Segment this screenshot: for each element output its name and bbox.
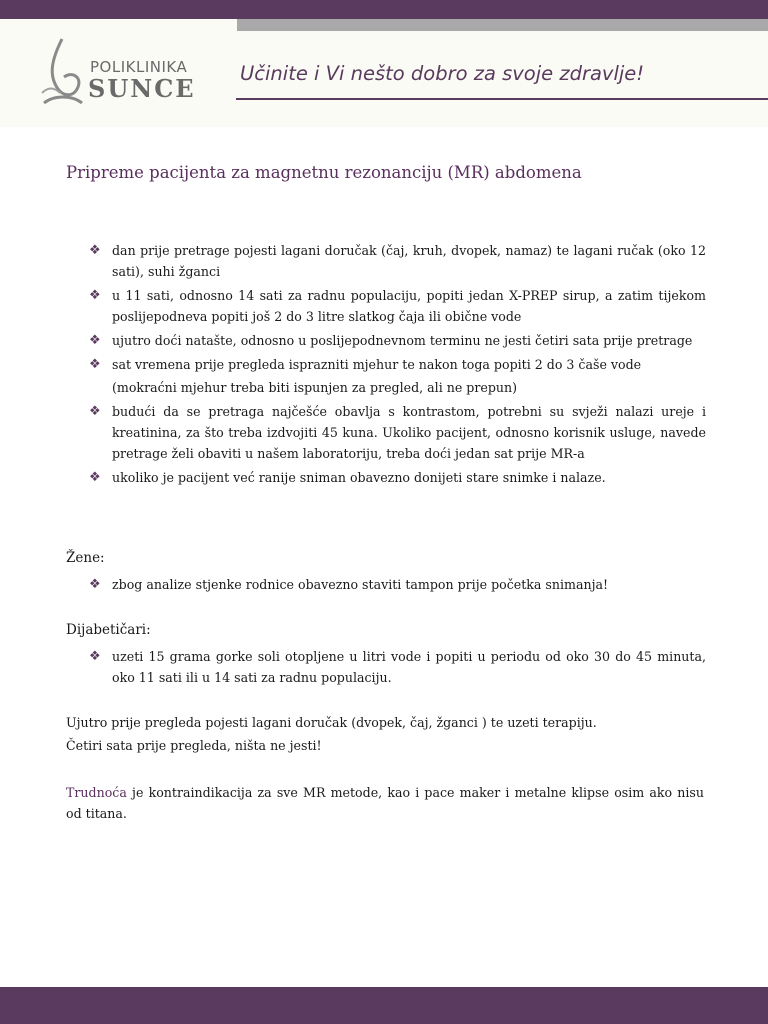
diamond-bullet-icon: ❖ xyxy=(89,333,101,348)
diabetics-list xyxy=(66,646,706,688)
diamond-bullet-icon: ❖ xyxy=(89,470,101,485)
diamond-bullet-icon: ❖ xyxy=(89,649,101,664)
pregnancy-text: je kontraindikacija za sve MR metode, kao i pace maker i metalne klipse osim ako nisu od titana. xyxy=(66,785,704,821)
tagline: Učinite i Vi nešto dobro za svoje zdravlje! xyxy=(240,62,645,85)
list-item: ❖ ujutro doći natašte, odnosno u poslijepodnevnom terminu ne jesti četiri sata prije pretrage xyxy=(66,330,706,351)
page-title: Pripreme pacijenta za magnetnu rezonanciju (MR) abdomena xyxy=(66,163,582,182)
diabetics-heading: Dijabetičari: xyxy=(66,622,151,638)
sunce-logo-icon xyxy=(38,37,86,111)
list-item-continuation: (mokraćni mjehur treba biti ispunjen za pregled, ali ne prepun) xyxy=(112,380,518,395)
list-item: ❖ ukoliko je pacijent već ranije sniman obavezno donijeti stare snimke i nalaze. xyxy=(66,467,706,488)
general-list xyxy=(66,240,706,488)
pregnancy-highlight: Trudnoća xyxy=(66,785,127,800)
list-item: ❖ dan prije pretrage pojesti lagani doručak (čaj, kruh, dvopek, namaz) te lagani ručak (oko 12 sati), suhi žganci xyxy=(66,240,706,282)
logo xyxy=(38,37,208,112)
fasting-paragraph: Četiri sata prije pregleda, ništa ne jesti! xyxy=(66,738,322,753)
list-item: ❖ uzeti 15 grama gorke soli otopljene u litri vode i popiti u periodu od oko 30 do 45 minuta, oko 11 sati ili u 14 sati za radnu populaciju. xyxy=(66,646,706,688)
list-item: ❖ zbog analize stjenke rodnice obavezno staviti tampon prije početka snimanja! xyxy=(66,574,706,595)
diamond-bullet-icon: ❖ xyxy=(89,357,101,372)
diamond-bullet-icon: ❖ xyxy=(89,288,101,303)
logo-line1: POLIKLINIKA xyxy=(90,58,188,76)
list-item: ❖ u 11 sati, odnosno 14 sati za radnu populaciju, popiti jedan X-PREP sirup, a zatim tijekom poslijepodneva popiti još 2 do 3 litre slatkog čaja ili obične vode xyxy=(66,285,706,327)
list-item: ❖ budući da se pretraga najčešće obavlja s kontrastom, potrebni su svježi nalazi ureje i kreatinina, za što treba izdvojiti 45 kuna. Ukoliko pacijent, odnosno korisnik usluge, navede pretrage želi obaviti u našem laboratoriju, treba doći jedan sat prije MR-a xyxy=(66,401,706,464)
morning-paragraph: Ujutro prije pregleda pojesti lagani doručak (dvopek, čaj, žganci ) te uzeti terapiju. xyxy=(66,715,597,730)
logo-line2: SUNCE xyxy=(88,74,196,103)
top-bar xyxy=(0,0,768,19)
top-grey-band xyxy=(237,19,768,31)
tagline-rule xyxy=(236,98,768,100)
bottom-bar xyxy=(0,987,768,1024)
women-heading: Žene: xyxy=(66,550,105,566)
list-item: ❖ sat vremena prije pregleda isprazniti mjehur te nakon toga popiti 2 do 3 čaše vode xyxy=(66,354,706,375)
pregnancy-note xyxy=(66,782,704,824)
diamond-bullet-icon: ❖ xyxy=(89,243,101,258)
diamond-bullet-icon: ❖ xyxy=(89,577,101,592)
diamond-bullet-icon: ❖ xyxy=(89,404,101,419)
women-list xyxy=(66,574,706,595)
